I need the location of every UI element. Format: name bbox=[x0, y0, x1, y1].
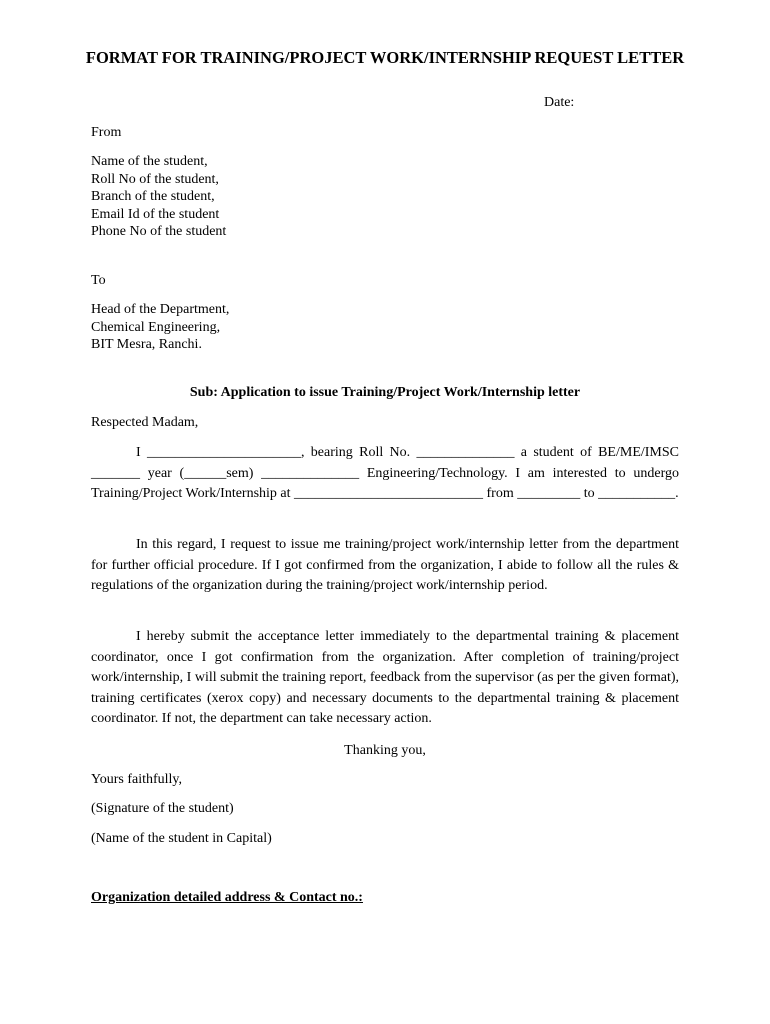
from-line-branch: Branch of the student, bbox=[91, 189, 215, 205]
paragraph-request: In this regard, I request to issue me training/project work/internship letter from the department for further official procedure. If I got confirmed from the organization, I abide to follow all the rules & regulations of the organization during the training/project work/internship period. bbox=[91, 537, 679, 594]
organization-heading: Organization detailed address & Contact no.: bbox=[91, 890, 363, 905]
from-address-block bbox=[91, 153, 226, 241]
from-label: From bbox=[91, 125, 122, 140]
document-title: FORMAT FOR TRAINING/PROJECT WORK/INTERNSHIP REQUEST LETTER bbox=[85, 48, 685, 67]
to-line-department: Chemical Engineering, bbox=[91, 319, 221, 335]
sign-off: Yours faithfully, bbox=[91, 772, 183, 787]
paragraph-student-details: I ______________________, bearing Roll No. ______________ a student of BE/ME/IMSC _______ year (______sem) ______________ Engineering/Technology. I am interested to undergo Training/Project Work/Internship at ___________________________ from _________ to ___________. bbox=[91, 445, 679, 502]
signature-placeholder: (Signature of the student) bbox=[91, 801, 234, 816]
from-line-email: Email Id of the student bbox=[91, 206, 220, 222]
from-line-roll: Roll No of the student, bbox=[91, 171, 219, 187]
salutation: Respected Madam, bbox=[91, 415, 199, 430]
name-placeholder: (Name of the student in Capital) bbox=[91, 831, 272, 846]
thanking-line: Thanking you, bbox=[344, 743, 426, 758]
to-label: To bbox=[91, 273, 106, 288]
from-line-phone: Phone No of the student bbox=[91, 224, 227, 240]
to-line-institute: BIT Mesra, Ranchi. bbox=[91, 337, 202, 353]
to-address-block bbox=[91, 301, 229, 354]
paragraph-undertaking: I hereby submit the acceptance letter immediately to the departmental training & placement coordinator, once I got confirmation from the organization. After completion of training/project work/internship, I will submit the training report, feedback from the supervisor (as per the given format), training certificates (xerox copy) and necessary documents to the departmental training & placement coordinator. If not, the department can take necessary action. bbox=[91, 629, 679, 727]
subject-line: Sub: Application to issue Training/Project Work/Internship letter bbox=[189, 385, 581, 400]
date-label: Date: bbox=[544, 95, 575, 110]
from-line-name: Name of the student, bbox=[91, 154, 208, 169]
to-line-head: Head of the Department, bbox=[91, 302, 230, 317]
